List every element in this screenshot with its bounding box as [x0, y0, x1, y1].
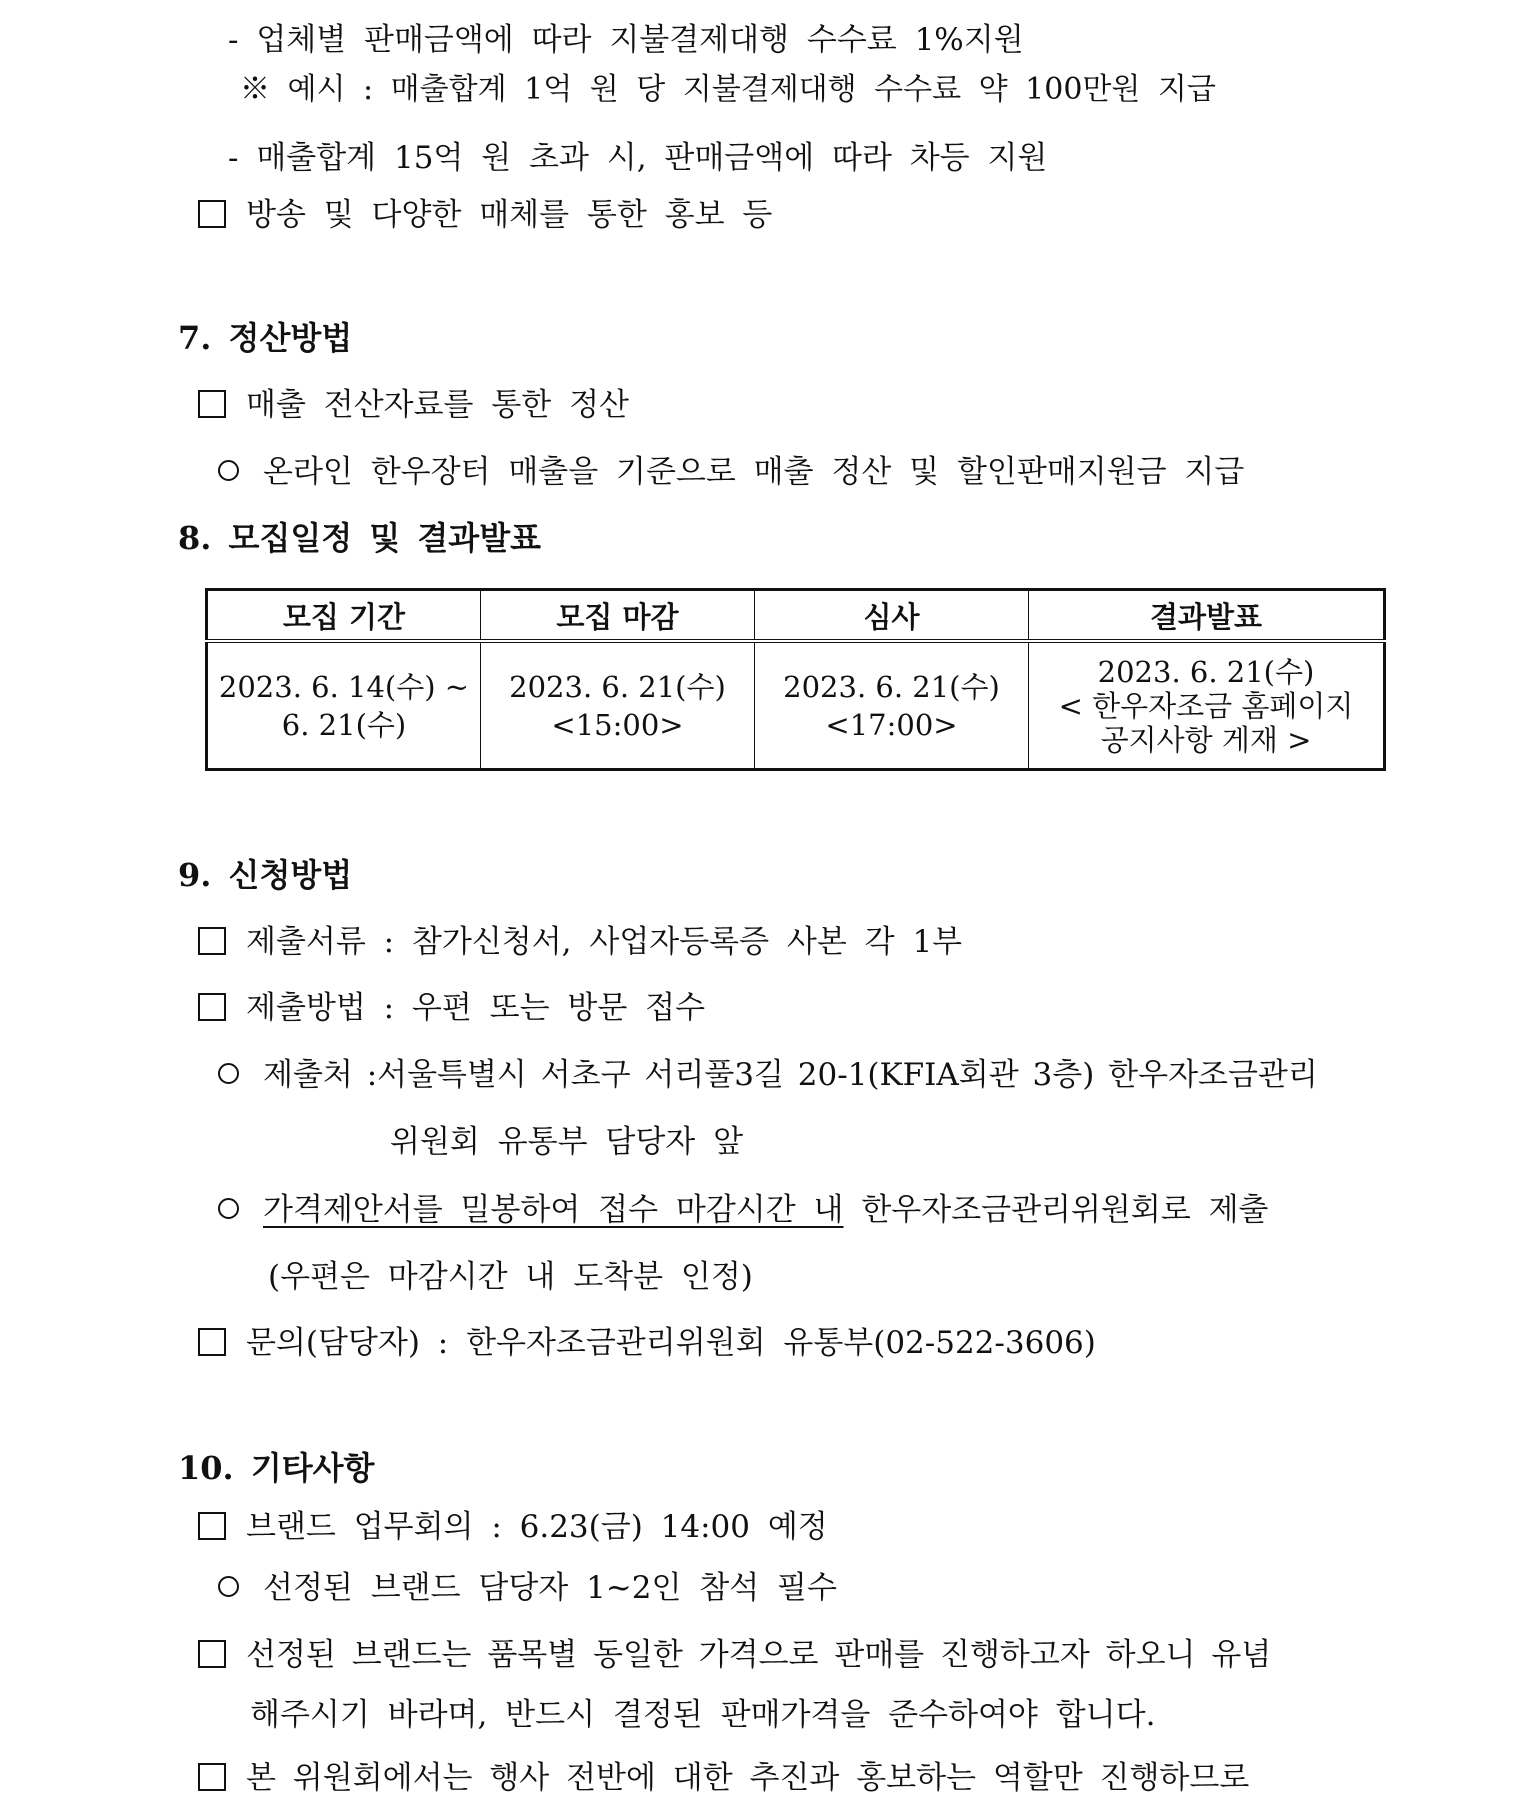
role-item	[198, 1758, 1249, 1798]
docs-text: 제출서류 : 참가신청서, 사업자등록증 사본 각 1부	[246, 924, 963, 960]
address-text-line-1: 제출처 :서울특별시 서초구 서리풀3길 20-1(KFIA회관 3층) 한우자조금관리	[263, 1057, 1318, 1093]
cell-review	[755, 641, 1029, 770]
submit-note: (우편은 마감시간 내 도착분 인정)	[268, 1259, 753, 1295]
fee-example-note: ※ 예시 : 매출합계 1억 원 당 지불결제대행 수수료 약 100만원 지급	[240, 72, 1216, 107]
checkbox-square-icon	[198, 390, 226, 418]
price-text-line-1: 선정된 브랜드는 품목별 동일한 가격으로 판매를 진행하고자 하오니 유념	[246, 1637, 1272, 1673]
result-line-2: < 한우자조금 홈페이지	[1058, 688, 1354, 723]
header-deadline: 모집 마감	[481, 590, 755, 642]
deadline-line-2: <15:00>	[551, 707, 684, 742]
section-10-title: 10. 기타사항	[178, 1449, 375, 1487]
review-line-1: 2023. 6. 21(수)	[783, 669, 1000, 704]
docs-item	[198, 922, 962, 962]
meeting-item	[198, 1507, 828, 1547]
checkbox-square-icon	[198, 1763, 226, 1791]
schedule-table	[205, 588, 1386, 771]
period-line-1: 2023. 6. 14(수) ~	[218, 669, 470, 704]
circle-bullet-icon	[218, 460, 239, 481]
address-item	[218, 1055, 1318, 1095]
role-text-line-1: 본 위원회에서는 행사 전반에 대한 추진과 홍보하는 역할만 진행하므로	[246, 1760, 1250, 1796]
section-8-title: 8. 모집일정 및 결과발표	[178, 519, 542, 557]
contact-text: 문의(담당자) : 한우자조금관리위원회 유통부(02-522-3606)	[246, 1325, 1096, 1361]
submit-underlined-text: 가격제안서를 밀봉하여 접수 마감시간 내	[263, 1192, 844, 1228]
schedule-row	[207, 641, 1385, 770]
result-line-3: 공지사항 게재 >	[1100, 722, 1312, 757]
deadline-line-1: 2023. 6. 21(수)	[509, 669, 726, 704]
submit-item	[218, 1190, 1269, 1230]
settlement-item	[198, 385, 629, 425]
header-review: 심사	[755, 590, 1029, 642]
price-item	[198, 1635, 1271, 1675]
checkbox-square-icon	[198, 200, 226, 228]
circle-bullet-icon	[218, 1063, 239, 1084]
schedule-header-row	[207, 590, 1385, 642]
meeting-sub	[218, 1568, 837, 1608]
promo-item	[198, 195, 772, 235]
checkbox-square-icon	[198, 1640, 226, 1668]
settlement-sub	[218, 452, 1244, 492]
meeting-sub-text: 선정된 브랜드 담당자 1~2인 참석 필수	[263, 1570, 837, 1606]
result-line-1: 2023. 6. 21(수)	[1097, 654, 1315, 689]
circle-bullet-icon	[218, 1198, 239, 1219]
address-text-line-2: 위원회 유통부 담당자 앞	[390, 1124, 744, 1160]
cell-deadline	[481, 641, 755, 770]
fee-support-line: - 업체별 판매금액에 따라 지불결제대행 수수료 1%지원	[228, 22, 1024, 58]
checkbox-square-icon	[198, 1512, 226, 1540]
cell-period	[207, 641, 481, 770]
section-9-title: 9. 신청방법	[178, 856, 353, 894]
checkbox-square-icon	[198, 993, 226, 1021]
header-period: 모집 기간	[207, 590, 481, 642]
settlement-sub-text: 온라인 한우장터 매출을 기준으로 매출 정산 및 할인판매지원금 지급	[263, 454, 1245, 490]
header-result: 결과발표	[1029, 590, 1385, 642]
checkbox-square-icon	[198, 927, 226, 955]
price-text-line-2: 해주시기 바라며, 반드시 결정된 판매가격을 준수하여야 합니다.	[250, 1697, 1156, 1733]
review-line-2: <17:00>	[825, 707, 958, 742]
promo-text: 방송 및 다양한 매체를 통한 홍보 등	[246, 197, 773, 233]
contact-item	[198, 1323, 1096, 1363]
section-7-title: 7. 정산방법	[178, 319, 353, 357]
checkbox-square-icon	[198, 1328, 226, 1356]
period-line-2: 6. 21(수)	[281, 707, 407, 742]
cell-result	[1029, 641, 1385, 770]
submit-rest-text: 한우자조금관리위원회로 제출	[843, 1192, 1269, 1228]
over-limit-line: - 매출합계 15억 원 초과 시, 판매금액에 따라 차등 지원	[228, 140, 1048, 176]
method-text: 제출방법 : 우편 또는 방문 접수	[246, 990, 706, 1026]
settlement-text: 매출 전산자료를 통한 정산	[246, 387, 629, 423]
method-item	[198, 988, 705, 1028]
meeting-text: 브랜드 업무회의 : 6.23(금) 14:00 예정	[246, 1509, 828, 1545]
circle-bullet-icon	[218, 1576, 239, 1597]
